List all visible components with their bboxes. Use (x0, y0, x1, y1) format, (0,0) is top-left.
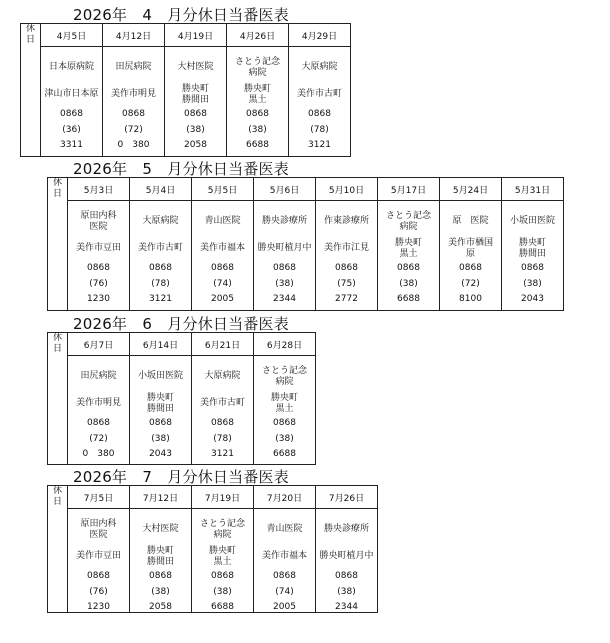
hospital-name: 大村医院 (142, 524, 179, 534)
phone-number: 2043 (521, 294, 544, 304)
phone-area-code: 0868 (335, 571, 358, 581)
date-cell: 5月31日 (502, 178, 564, 201)
section-title: 2026年 5 月分休日当番医表 (73, 160, 289, 178)
address: 勝間田 (518, 249, 546, 259)
duty-entry-cell (130, 509, 192, 613)
address: 勝央町 (146, 393, 174, 403)
duty-entry-cell (378, 201, 440, 311)
date-cell: 7月26日 (316, 486, 378, 509)
hospital-name: 勝央診療所 (323, 524, 369, 534)
holiday-header-cell (21, 24, 41, 157)
phone-prefix: (78) (213, 434, 232, 444)
phone-prefix: (38) (275, 434, 294, 444)
hospital-name: 原田内科 (80, 519, 117, 529)
phone-number: 2058 (149, 602, 172, 612)
phone-number: 3121 (211, 449, 234, 459)
date-cell: 5月24日 (440, 178, 502, 201)
hospital-name: 日本原病院 (48, 62, 94, 72)
holiday-header-label: 休日 (52, 486, 62, 507)
date-cell: 4月26日 (227, 24, 289, 47)
phone-area-code: 0868 (149, 571, 172, 581)
address: 美作市豆田 (75, 243, 121, 253)
date-cell: 4月12日 (103, 24, 165, 47)
phone-number: 1230 (87, 602, 110, 612)
phone-number: 1230 (87, 294, 110, 304)
phone-prefix: (72) (461, 279, 480, 289)
address: 勝央町 (243, 84, 271, 94)
phone-prefix: (38) (248, 125, 267, 135)
phone-area-code: 0868 (308, 109, 331, 119)
duty-entry-cell (103, 47, 165, 157)
duty-entry-cell (130, 356, 192, 465)
date-cell: 5月10日 (316, 178, 378, 201)
phone-number: 2005 (211, 294, 234, 304)
phone-area-code: 0868 (246, 109, 269, 119)
date-cell: 4月5日 (41, 24, 103, 47)
duty-table (20, 23, 351, 157)
holiday-header-cell (48, 333, 68, 465)
phone-prefix: (74) (275, 587, 294, 597)
hospital-name: さとう記念 (261, 366, 307, 376)
duty-entry-cell (254, 356, 316, 465)
address: 勝央町 (181, 84, 209, 94)
phone-prefix: (78) (310, 125, 329, 135)
phone-number: 2344 (335, 602, 358, 612)
hospital-name: 大村医院 (177, 62, 214, 72)
phone-number: 2058 (184, 140, 207, 150)
address: 勝央町植月中 (319, 551, 374, 561)
hospital-name: 大原病院 (204, 371, 241, 381)
date-cell: 7月12日 (130, 486, 192, 509)
date-cell: 4月29日 (289, 24, 351, 47)
hospital-name: さとう記念 (234, 57, 280, 67)
hospital-name: 田尻病院 (80, 371, 117, 381)
date-cell: 6月14日 (130, 333, 192, 356)
phone-area-code: 0868 (211, 263, 234, 273)
duty-entry-cell (192, 201, 254, 311)
duty-entry-cell (68, 509, 130, 613)
duty-entry-cell (130, 201, 192, 311)
duty-entry-cell (316, 201, 378, 311)
date-cell: 5月6日 (254, 178, 316, 201)
phone-number: 3121 (308, 140, 331, 150)
phone-prefix: (36) (62, 125, 81, 135)
hospital-name: 原 医院 (452, 216, 489, 226)
holiday-header-label: 休日 (52, 333, 62, 354)
phone-prefix: (38) (151, 587, 170, 597)
duty-entry-cell (316, 509, 378, 613)
address: 美作市江見 (323, 243, 369, 253)
phone-area-code: 0868 (335, 263, 358, 273)
phone-number: 6688 (246, 140, 269, 150)
phone-number: 2043 (149, 449, 172, 459)
hospital-name: 青山医院 (266, 524, 303, 534)
address: 美作市楢国 (447, 238, 493, 248)
section-title: 2026年 6 月分休日当番医表 (73, 315, 289, 333)
hospital-name: さとう記念 (385, 211, 431, 221)
phone-prefix: (78) (151, 279, 170, 289)
phone-number: 6688 (397, 294, 420, 304)
phone-prefix: (38) (186, 125, 205, 135)
address: 勝央町 (518, 238, 546, 248)
address: 美作市豆田 (75, 551, 121, 561)
hospital-name: 医院 (89, 530, 108, 540)
hospital-name: 作東診療所 (323, 216, 369, 226)
holiday-header-label: 休日 (25, 24, 35, 45)
address: 津山市日本原 (44, 89, 99, 99)
phone-number: 2344 (273, 294, 296, 304)
phone-area-code: 0868 (273, 571, 296, 581)
phone-number: 2005 (273, 602, 296, 612)
address: 美作市福本 (261, 551, 307, 561)
duty-entry-cell (192, 509, 254, 613)
hospital-name: 病院 (275, 377, 294, 387)
phone-prefix: (76) (89, 279, 108, 289)
duty-entry-cell (254, 201, 316, 311)
phone-area-code: 0868 (211, 418, 234, 428)
date-cell: 6月7日 (68, 333, 130, 356)
duty-entry-cell (68, 201, 130, 311)
phone-prefix: (38) (523, 279, 542, 289)
phone-prefix: (38) (151, 434, 170, 444)
date-cell: 7月5日 (68, 486, 130, 509)
phone-number: 3311 (60, 140, 83, 150)
phone-area-code: 0868 (521, 263, 544, 273)
phone-area-code: 0868 (459, 263, 482, 273)
phone-number: 2772 (335, 294, 358, 304)
address: 美作市明見 (110, 89, 156, 99)
duty-entry-cell (227, 47, 289, 157)
date-cell: 6月21日 (192, 333, 254, 356)
holiday-header-label: 休日 (52, 178, 62, 199)
phone-prefix: (75) (337, 279, 356, 289)
holiday-header-cell (48, 486, 68, 613)
hospital-name: 小坂田医院 (137, 371, 183, 381)
date-cell: 5月5日 (192, 178, 254, 201)
hospital-name: 医院 (89, 222, 108, 232)
duty-entry-cell (165, 47, 227, 157)
address: 美作市古町 (199, 398, 245, 408)
duty-table (47, 177, 564, 311)
address: 勝間田 (146, 404, 174, 414)
phone-area-code: 0868 (273, 418, 296, 428)
phone-prefix: (38) (399, 279, 418, 289)
section-title: 2026年 7 月分休日当番医表 (73, 468, 289, 486)
hospital-name: 原田内科 (80, 211, 117, 221)
holiday-header-cell (48, 178, 68, 311)
phone-area-code: 0868 (149, 263, 172, 273)
phone-number: 6688 (273, 449, 296, 459)
address: 黒土 (275, 404, 294, 414)
phone-number: 8100 (459, 294, 482, 304)
duty-entry-cell (254, 509, 316, 613)
address: 美作市明見 (75, 398, 121, 408)
hospital-name: 田尻病院 (115, 62, 152, 72)
date-cell: 4月19日 (165, 24, 227, 47)
phone-prefix: (72) (124, 125, 143, 135)
phone-number: 0 380 (117, 140, 150, 150)
duty-entry-cell (192, 356, 254, 465)
hospital-name: 病院 (399, 222, 418, 232)
date-cell: 5月4日 (130, 178, 192, 201)
address: 勝央町 (270, 393, 298, 403)
hospital-name: さとう記念 (199, 519, 245, 529)
address: 勝央町植月中 (257, 243, 312, 253)
duty-entry-cell (440, 201, 502, 311)
duty-entry-cell (41, 47, 103, 157)
phone-number: 0 380 (82, 449, 115, 459)
phone-area-code: 0868 (122, 109, 145, 119)
hospital-name: 病院 (213, 530, 232, 540)
hospital-name: 青山医院 (204, 216, 241, 226)
hospital-name: 小坂田医院 (509, 216, 555, 226)
address: 原 (465, 249, 475, 259)
duty-entry-cell (502, 201, 564, 311)
phone-area-code: 0868 (184, 109, 207, 119)
date-cell: 6月28日 (254, 333, 316, 356)
phone-area-code: 0868 (397, 263, 420, 273)
phone-number: 3121 (149, 294, 172, 304)
duty-table (47, 332, 316, 465)
phone-prefix: (72) (89, 434, 108, 444)
address: 勝間田 (146, 557, 174, 567)
date-cell: 7月20日 (254, 486, 316, 509)
date-cell: 5月3日 (68, 178, 130, 201)
address: 勝央町 (208, 546, 236, 556)
phone-area-code: 0868 (149, 418, 172, 428)
hospital-name: 勝央診療所 (261, 216, 307, 226)
phone-area-code: 0868 (273, 263, 296, 273)
phone-area-code: 0868 (60, 109, 83, 119)
phone-prefix: (76) (89, 587, 108, 597)
address: 美作市古町 (137, 243, 183, 253)
phone-area-code: 0868 (87, 418, 110, 428)
hospital-name: 大原病院 (142, 216, 179, 226)
address: 美作市古町 (296, 89, 342, 99)
address: 勝間田 (181, 95, 209, 105)
phone-area-code: 0868 (211, 571, 234, 581)
phone-area-code: 0868 (87, 263, 110, 273)
duty-entry-cell (68, 356, 130, 465)
phone-number: 6688 (211, 602, 234, 612)
phone-prefix: (74) (213, 279, 232, 289)
address: 黒土 (248, 95, 267, 105)
phone-prefix: (38) (337, 587, 356, 597)
hospital-name: 大原病院 (301, 62, 338, 72)
section-title: 2026年 4 月分休日当番医表 (73, 6, 289, 24)
address: 黒土 (213, 557, 232, 567)
date-cell: 5月17日 (378, 178, 440, 201)
address: 美作市福本 (199, 243, 245, 253)
address: 勝央町 (146, 546, 174, 556)
date-cell: 7月19日 (192, 486, 254, 509)
phone-prefix: (38) (275, 279, 294, 289)
address: 勝央町 (394, 238, 422, 248)
duty-table (47, 485, 378, 613)
address: 黒土 (399, 249, 418, 259)
phone-area-code: 0868 (87, 571, 110, 581)
hospital-name: 病院 (248, 68, 267, 78)
duty-entry-cell (289, 47, 351, 157)
phone-prefix: (38) (213, 587, 232, 597)
